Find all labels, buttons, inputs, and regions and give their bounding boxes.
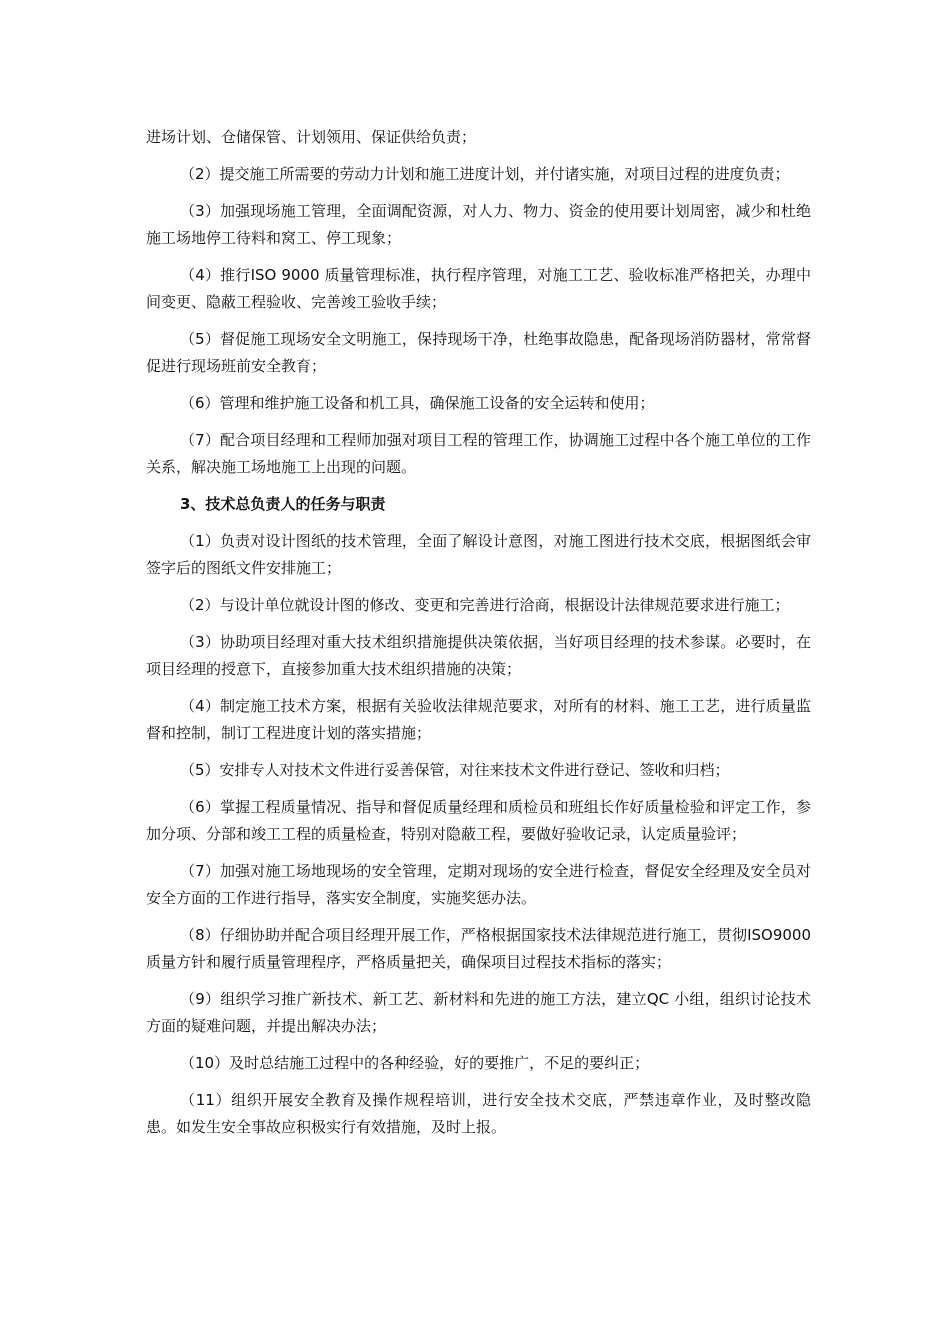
duty-item-5: （5）安排专人对技术文件进行妥善保管，对往来技术文件进行登记、签收和归档； <box>180 761 730 779</box>
duty-item-2: （2）与设计单位就设计图的修改、变更和完善进行洽商，根据设计法律规范要求进行施工； <box>180 596 790 614</box>
paragraph-item-5: （5）督促施工现场安全文明施工，保持现场干净，杜绝事故隐患，配备现场消防器材，常常督促进行现场班前安全教育； <box>146 330 811 375</box>
paragraph-item-7: （7）配合项目经理和工程师加强对项目工程的管理工作，协调施工过程中各个施工单位的工作关系，解决施工场地施工上出现的问题。 <box>146 431 811 476</box>
document-body <box>146 124 811 1151</box>
duty-item-4: （4）制定施工技术方案，根据有关验收法律规范要求，对所有的材料、施工工艺，进行质量监督和控制，制订工程进度计划的落实措施； <box>146 697 811 742</box>
duty-item-8: （8）仔细协助并配合项目经理开展工作，严格根据国家技术法律规范进行施工，贯彻ISO9000 质量方针和履行质量管理程序，严格质量把关，确保项目过程技术指标的落实； <box>146 926 811 971</box>
paragraph-continued: 进场计划、仓储保管、计划领用、保证供给负责； <box>146 128 477 146</box>
paragraph-item-2: （2）提交施工所需要的劳动力计划和施工进度计划，并付诸实施，对项目过程的进度负责； <box>180 165 790 183</box>
duty-item-3: （3）协助项目经理对重大技术组织措施提供决策依据，当好项目经理的技术参谋。必要时，在项目经理的授意下，直接参加重大技术组织措施的决策； <box>146 633 811 678</box>
duty-item-10: （10）及时总结施工过程中的各种经验，好的要推广，不足的要纠正； <box>180 1054 650 1072</box>
paragraph-item-6: （6）管理和维护施工设备和机工具，确保施工设备的安全运转和使用； <box>180 394 655 412</box>
duty-item-1: （1）负责对设计图纸的技术管理，全面了解设计意图，对施工图进行技术交底，根据图纸会审签字后的图纸文件安排施工； <box>146 532 811 577</box>
duty-item-9: （9）组织学习推广新技术、新工艺、新材料和先进的施工方法，建立QC 小组，组织讨论技术方面的疑难问题，并提出解决办法； <box>146 990 811 1035</box>
duty-item-7: （7）加强对施工场地现场的安全管理，定期对现场的安全进行检查，督促安全经理及安全员对安全方面的工作进行指导，落实安全制度，实施奖惩办法。 <box>146 862 811 907</box>
duty-item-6: （6）掌握工程质量情况、指导和督促质量经理和质检员和班组长作好质量检验和评定工作，参加分项、分部和竣工工程的质量检查，特别对隐蔽工程，要做好验收记录，认定质量验评； <box>146 798 811 843</box>
paragraph-item-4: （4）推行ISO 9000 质量管理标准，执行程序管理，对施工工艺、验收标准严格把关，办理中间变更、隐蔽工程验收、完善竣工验收手续； <box>146 266 811 311</box>
paragraph-item-3: （3）加强现场施工管理，全面调配资源，对人力、物力、资金的使用要计划周密，减少和杜绝施工场地停工待料和窝工、停工现象； <box>146 202 811 247</box>
duty-item-11: （11）组织开展安全教育及操作规程培训，进行安全技术交底，严禁违章作业，及时整改隐患。如发生安全事故应积极实行有效措施，及时上报。 <box>146 1091 811 1136</box>
section-heading: 3、技术总负责人的任务与职责 <box>180 495 386 513</box>
